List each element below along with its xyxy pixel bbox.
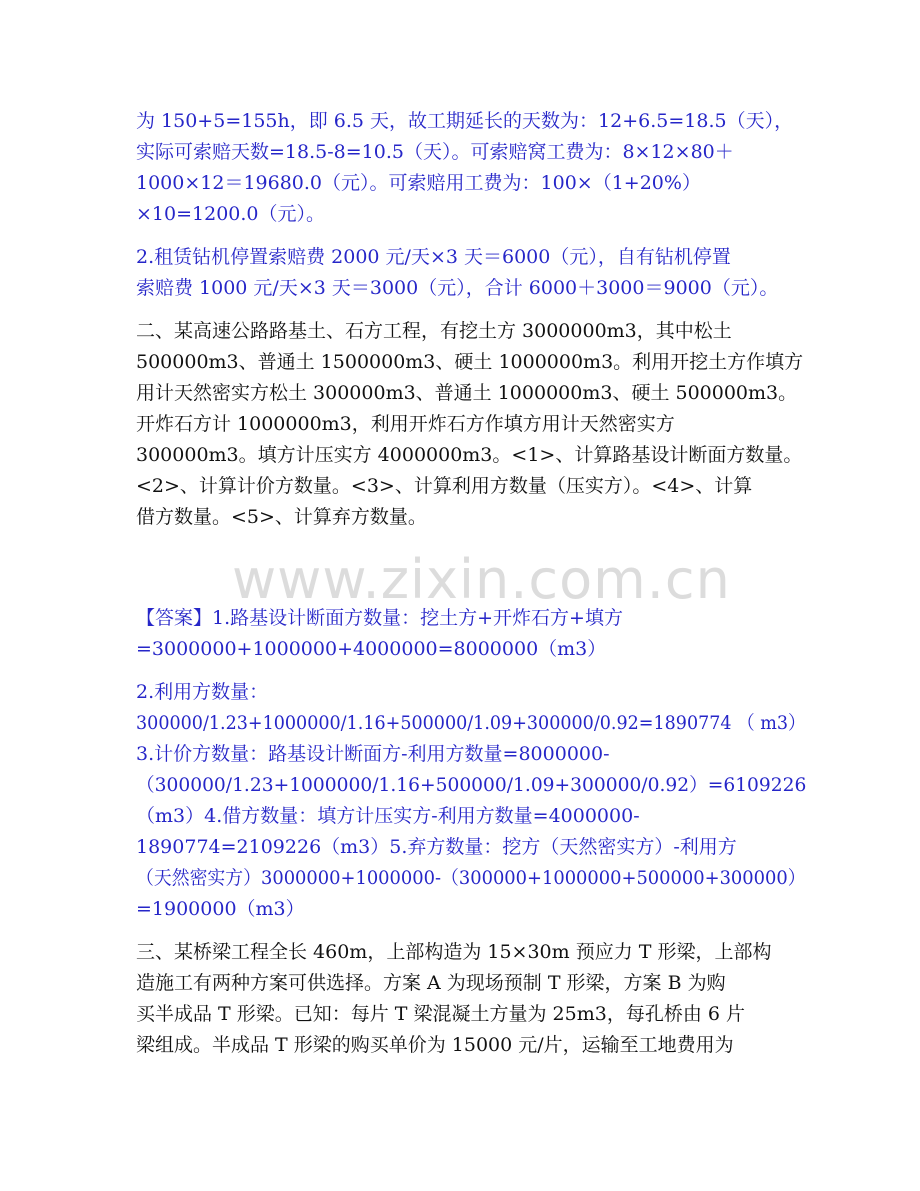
text-line: <2>、计算计价方数量。<3>、计算利用方数量（压实方）。<4>、计算 xyxy=(136,475,753,497)
text-line: 3.计价方数量：路基设计断面方-利用方数量=8000000- xyxy=(136,743,610,765)
section-2-answer-1 xyxy=(136,603,806,665)
section-2-answer-2 xyxy=(136,677,806,925)
text-line: 借方数量。<5>、计算弃方数量。 xyxy=(136,506,427,528)
text-line: 造施工有两种方案可供选择。方案 A 为现场预制 T 形梁，方案 B 为购 xyxy=(136,972,726,994)
text-line: 买半成品 T 形梁。已知：每片 T 梁混凝土方量为 25m3，每孔桥由 6 片 xyxy=(136,1003,745,1025)
text-line: 为 150+5=155h，即 6.5 天，故工期延长的天数为：12+6.5=18.5（天）， xyxy=(136,110,794,132)
document-page xyxy=(136,106,806,1073)
watermark: www.zixin.com.cn xyxy=(232,548,731,611)
text-line: 300000/1.23+1000000/1.16+500000/1.09+300000/0.92=1890774 （ m3） xyxy=(136,712,806,734)
text-line: 二、某高速公路路基土、石方工程，有挖土方 3000000m3，其中松土 xyxy=(136,320,732,342)
text-line: 用计天然密实方松土 300000m3、普通土 1000000m3、硬土 500000m3。 xyxy=(136,382,798,404)
section-3-question xyxy=(136,937,806,1061)
text-line: 梁组成。半成品 T 形梁的购买单价为 15000 元/片，运输至工地费用为 xyxy=(136,1034,734,1056)
text-line: 索赔费 1000 元/天×3 天＝3000（元），合计 6000＋3000＝9000（元）。 xyxy=(136,277,779,299)
text-line: （300000/1.23+1000000/1.16+500000/1.09+300000/0.92）=6109226 xyxy=(136,774,807,796)
text-line: =3000000+1000000+4000000=8000000（m3） xyxy=(136,638,607,660)
section-2-question xyxy=(136,316,806,533)
text-line: ×10=1200.0（元）。 xyxy=(136,203,325,225)
watermark-gap xyxy=(136,559,806,603)
text-line: （天然密实方）3000000+1000000-（300000+1000000+500000+300000） xyxy=(136,867,806,889)
text-line: 1000×12＝19680.0（元）。可索赔用工费为：100×（1+20%） xyxy=(136,172,701,194)
text-line: 三、某桥梁工程全长 460m，上部构造为 15×30m 预应力 T 形梁，上部构 xyxy=(136,941,772,963)
text-line: 1890774=2109226（m3）5.弃方数量：挖方（天然密实方）-利用方 xyxy=(136,836,737,858)
text-line: 开炸石方计 1000000m3，利用开炸石方作填方用计天然密实方 xyxy=(136,413,675,435)
answer-1-continuation xyxy=(136,106,806,230)
text-line: 实际可索赔天数=18.5-8=10.5（天）。可索赔窝工费为：8×12×80＋ xyxy=(136,141,734,163)
text-line: 2.利用方数量： xyxy=(136,681,269,703)
answer-2 xyxy=(136,242,806,304)
text-line: 300000m3。填方计压实方 4000000m3。<1>、计算路基设计断面方数量。 xyxy=(136,444,803,466)
text-line: （m3）4.借方数量：填方计压实方-利用方数量=4000000- xyxy=(136,805,640,827)
text-line: 【答案】1.路基设计断面方数量：挖土方+开炸石方+填方 xyxy=(136,607,623,629)
text-line: =1900000（m3） xyxy=(136,898,305,920)
text-line: 2.租赁钻机停置索赔费 2000 元/天×3 天＝6000（元），自有钻机停置 xyxy=(136,246,731,268)
text-line: 500000m3、普通土 1500000m3、硬土 1000000m3。利用开挖土方作填方 xyxy=(136,351,804,373)
